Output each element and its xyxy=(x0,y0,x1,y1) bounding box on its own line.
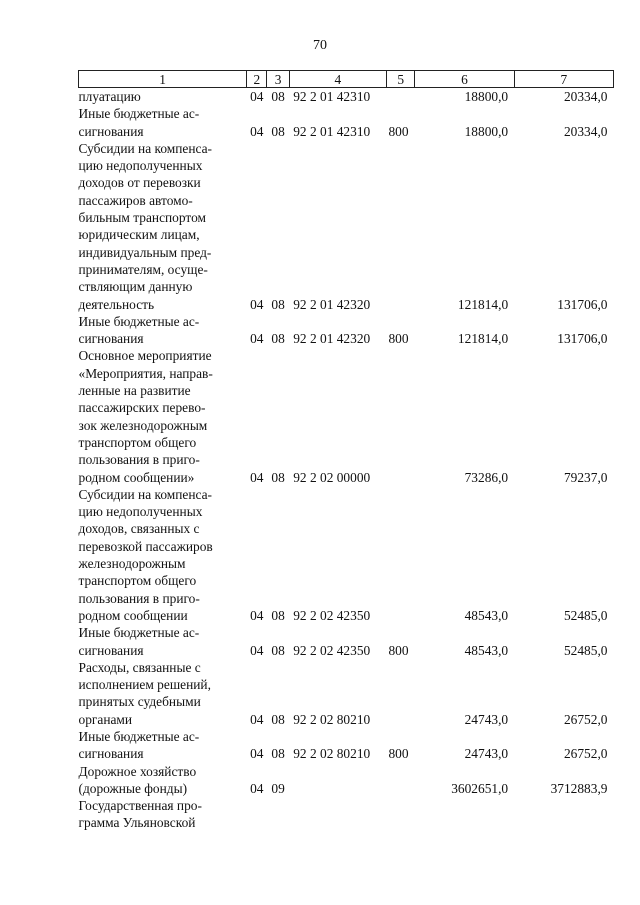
row-name-cell: Иные бюджетные ас- сигнования xyxy=(78,313,200,347)
row-target-code: 92 2 01 42320 xyxy=(293,331,371,347)
header-col-3: 3 xyxy=(267,71,289,88)
row-subsection-code: 08 xyxy=(271,607,285,623)
row-subsection-code xyxy=(267,797,289,832)
row-name-cell: Дорожное хозяйство (дорожные фонды) xyxy=(78,763,197,796)
row-amount-year-2: 79237,0 xyxy=(563,469,608,485)
header-col-2: 2 xyxy=(247,71,267,88)
row-section-code: 04 xyxy=(250,607,264,623)
row-expense-type-code xyxy=(386,797,414,832)
row-amount-year-1: 24743,0 xyxy=(464,711,509,727)
row-subsection-code: 08 xyxy=(271,746,285,762)
row-section-code: 04 xyxy=(250,469,264,485)
row-section-code: 04 xyxy=(250,296,264,312)
row-subsection-code: 08 xyxy=(271,89,285,104)
header-col-5: 5 xyxy=(386,71,414,88)
row-amount-year-2: 26752,0 xyxy=(563,746,608,762)
row-target-code: 92 2 02 42350 xyxy=(293,642,371,658)
row-expense-type-code: 800 xyxy=(388,123,409,139)
row-name-cell: Иные бюджетные ас- сигнования xyxy=(78,106,200,139)
row-expense-type-code xyxy=(386,486,414,624)
row-section-code: 04 xyxy=(250,89,264,104)
row-target-code xyxy=(289,763,386,798)
row-name-cell: Расходы, связанные с исполнением решений, принятых судебными органами xyxy=(78,659,211,727)
row-section-code xyxy=(247,797,267,832)
row-name-cell: Государственная про- грамма Ульяновской xyxy=(78,798,202,831)
table-row xyxy=(79,659,614,728)
row-expense-type-code xyxy=(386,763,414,798)
header-row xyxy=(79,71,614,88)
row-target-code xyxy=(289,797,386,832)
row-section-code: 04 xyxy=(250,711,264,727)
row-amount-year-1: 24743,0 xyxy=(464,746,509,762)
row-amount-year-2: 3712883,9 xyxy=(550,780,608,796)
row-amount-year-1: 121814,0 xyxy=(457,296,509,312)
row-amount-year-1: 18800,0 xyxy=(464,123,509,139)
row-subsection-code: 08 xyxy=(271,711,285,727)
row-amount-year-1: 48543,0 xyxy=(464,642,509,658)
row-amount-year-2: 131706,0 xyxy=(557,331,608,347)
row-amount-year-1: 3602651,0 xyxy=(451,780,509,796)
table-row xyxy=(79,728,614,763)
table-row xyxy=(79,797,614,832)
budget-table-container xyxy=(78,70,614,832)
table-row xyxy=(79,763,614,798)
table-row xyxy=(79,313,614,348)
table-row xyxy=(79,486,614,624)
row-name-cell: Субсидии на компенса- цию недополученных доходов от перевозки пассажиров автомо- бильным транспортом юридическим лицам, индивидуальным пред- принимателям, осуще- ствляющим данную деятельность xyxy=(78,140,213,312)
row-subsection-code: 08 xyxy=(271,123,285,139)
table-row xyxy=(79,140,614,313)
row-name-cell: Иные бюджетные ас- сигнования xyxy=(78,728,200,762)
row-name-cell: Субсидии на компенса- цию недополученных доходов, связанных с перевозкой пассажиров железнодорожным транспортом общего пользования в приго- родном сообщении xyxy=(78,486,213,623)
table-header xyxy=(79,71,614,88)
row-expense-type-code: 800 xyxy=(388,746,409,762)
row-subsection-code: 08 xyxy=(271,642,285,658)
row-expense-type-code xyxy=(386,88,414,106)
row-subsection-code: 08 xyxy=(271,469,285,485)
header-col-4: 4 xyxy=(289,71,386,88)
row-section-code: 04 xyxy=(250,642,264,658)
row-amount-year-2: 52485,0 xyxy=(563,607,608,623)
row-subsection-code: 08 xyxy=(271,296,285,312)
row-name-cell: плуатацию xyxy=(78,89,141,104)
row-expense-type-code xyxy=(386,347,414,485)
row-target-code: 92 2 02 80210 xyxy=(293,711,371,727)
row-subsection-code: 08 xyxy=(271,331,285,347)
table-body xyxy=(79,88,614,832)
row-amount-year-2: 26752,0 xyxy=(563,711,608,727)
row-amount-year-1: 18800,0 xyxy=(464,89,509,104)
row-section-code: 04 xyxy=(250,746,264,762)
header-col-7: 7 xyxy=(514,71,613,88)
table-row xyxy=(79,624,614,659)
row-target-code: 92 2 02 00000 xyxy=(293,469,371,485)
table-row xyxy=(79,88,614,106)
row-amount-year-1: 73286,0 xyxy=(464,469,509,485)
row-target-code: 92 2 02 80210 xyxy=(293,746,371,762)
row-expense-type-code: 800 xyxy=(388,642,409,658)
row-name-cell: Иные бюджетные ас- сигнования xyxy=(78,625,200,658)
row-target-code: 92 2 02 42350 xyxy=(293,607,371,623)
table-row xyxy=(79,347,614,485)
row-expense-type-code xyxy=(386,140,414,313)
row-section-code: 04 xyxy=(250,123,264,139)
table-row xyxy=(79,105,614,140)
header-col-6: 6 xyxy=(415,71,514,88)
row-amount-year-2: 20334,0 xyxy=(563,123,608,139)
row-section-code: 04 xyxy=(250,780,264,796)
row-target-code: 92 2 01 42320 xyxy=(293,296,371,312)
row-target-code: 92 2 01 42310 xyxy=(293,89,371,104)
row-expense-type-code xyxy=(386,659,414,728)
row-amount-year-2 xyxy=(514,797,613,832)
row-subsection-code: 09 xyxy=(271,780,285,796)
row-name-cell: Основное мероприятие «Мероприятия, направ- ленные на развитие пассажирских перево- зок железнодорожным транспортом общего пользования в приго- родном сообщении» xyxy=(78,348,213,485)
row-section-code: 04 xyxy=(250,331,264,347)
row-amount-year-1: 48543,0 xyxy=(464,607,509,623)
header-col-1: 1 xyxy=(79,71,247,88)
row-target-code: 92 2 01 42310 xyxy=(293,123,371,139)
row-amount-year-2: 52485,0 xyxy=(563,642,608,658)
row-amount-year-1: 121814,0 xyxy=(457,331,509,347)
budget-table xyxy=(78,70,614,832)
row-amount-year-2: 20334,0 xyxy=(563,89,608,104)
row-amount-year-2: 131706,0 xyxy=(557,296,608,312)
row-expense-type-code: 800 xyxy=(388,331,409,347)
row-amount-year-1 xyxy=(415,797,514,832)
page-number: 70 xyxy=(313,38,327,53)
